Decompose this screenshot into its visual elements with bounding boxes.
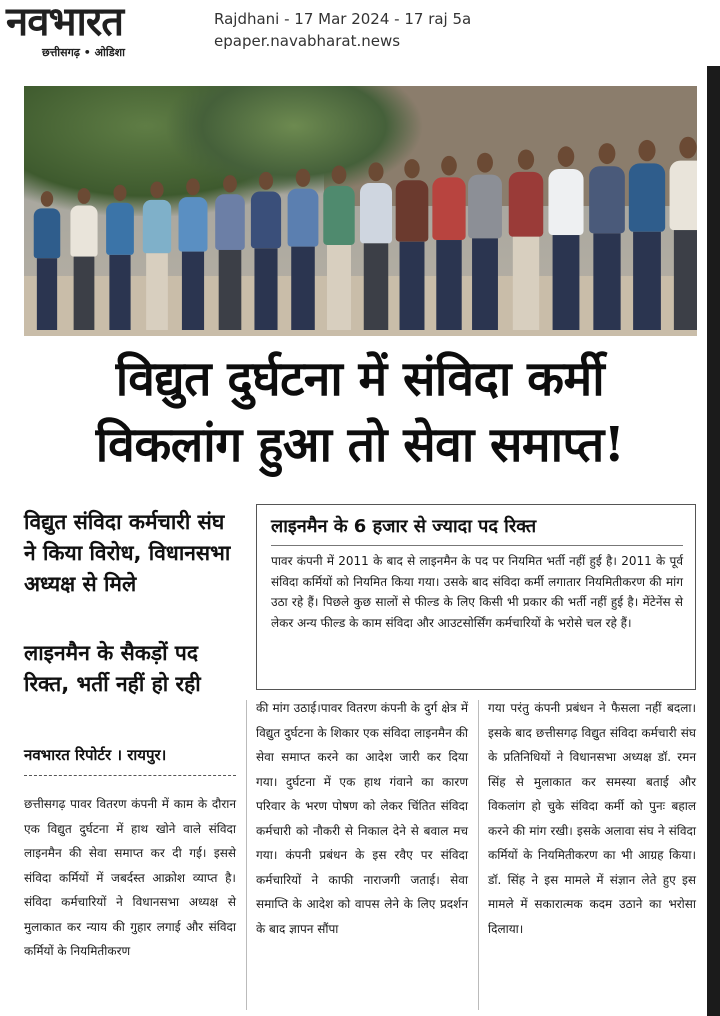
edition-line: Rajdhani - 17 Mar 2024 - 17 raj 5a — [214, 10, 472, 28]
news-photo — [24, 86, 697, 336]
photo-person — [359, 162, 391, 330]
subheading-vacancies: लाइनमैन के सैकड़ों पद रिक्त, भर्ती नहीं हो रही — [24, 641, 201, 696]
photo-person — [142, 182, 170, 330]
photo-person — [589, 143, 625, 330]
photo-person — [70, 188, 97, 330]
masthead — [0, 0, 720, 66]
photo-person — [179, 178, 208, 330]
article-column-3: गया परंतु कंपनी प्रबंधन ने फैसला नहीं बदला। इसके बाद छत्तीसगढ़ विद्युत संविदा कर्मचारी संघ के प्रतिनिधियों ने विधानसभा अध्यक्ष डॉ. रमन सिंह से मुलाकात कर समस्या बताई और विकलांग हो चुके संविदा कर्मी को पुनः बहाल करने की मांग रखी। इसके अलावा संघ ने संविदा कर्मियों के नियमितीकरण का भी आग्रह किया। डॉ. सिंह ने इस मामले में संज्ञान लेते हुए इस मामले में सकारात्मक कदम उठाने का भरोसा दिलाया। — [488, 701, 696, 936]
info-box-text: पावर कंपनी में 2011 के बाद से लाइनमैन के पद पर नियमित भर्ती नहीं हुई है। 2011 के पूर्व संविदा कर्मियों को नियमित किया गया। उसके बाद संविदा कर्मी लगातार नियमितीकरण की मांग उठा रहे हैं। पिछले कुछ सालों से फील्ड के लिए किसी भी प्रकार की भर्ती नहीं हुई है। मेंटेनेंस से लेकर अन्य फील्ड के काम संविदा और आउटसोर्सिंग कर्मचारियों के भरोसे चल रहे हैं। — [271, 554, 683, 630]
photo-person — [432, 156, 465, 330]
column-divider — [478, 700, 479, 1010]
photo-person — [396, 159, 429, 330]
page-edge-bar — [707, 66, 720, 1016]
photo-person — [215, 175, 245, 330]
newspaper-logo — [6, 2, 198, 62]
photo-person — [468, 153, 502, 330]
headline-line-1: विद्युत दुर्घटना में संविदा कर्मी — [115, 351, 605, 407]
info-box-divider — [271, 545, 683, 546]
info-box — [256, 504, 696, 690]
subheading-protest: विद्युत संविदा कर्मचारी संघ ने किया विरोध, विधानसभा अध्यक्ष से मिले — [24, 510, 231, 596]
photo-person — [34, 191, 61, 330]
column-divider — [246, 700, 247, 1010]
photo-person — [669, 137, 697, 330]
reporter-byline: नवभारत रिपोर्टर । रायपुर। — [24, 746, 167, 764]
logo-wordmark: नवभारत — [6, 0, 124, 45]
byline-divider — [24, 775, 236, 776]
photo-person — [323, 166, 354, 330]
article-column-2: की मांग उठाई।पावर वितरण कंपनी के दुर्ग क्षेत्र में विद्युत दुर्घटना के शिकार एक संविदा लाइनमैन की सेवा समाप्त करने का आदेश जारी कर दिया गया। दुर्घटना में एक हाथ गंवाने का कारण परिवार के भरण पोषण को लेकर चिंतित संविदा कर्मचारी को नौकरी से निकाल देने से बवाल मच गया। कंपनी प्रबंधन के इस रवैए पर संविदा कर्मचारियों ने काफी नाराजगी जताई। सेवा समाप्ति के आदेश को वापस लेने के लिए प्रदर्शन के बाद ज्ञापन सौंपा — [256, 701, 468, 936]
headline-line-2: विकलांग हुआ तो सेवा समाप्त! — [95, 417, 625, 473]
article-column-1: छत्तीसगढ़ पावर वितरण कंपनी में काम के दौरान एक विद्युत दुर्घटना में हाथ खोने वाले संविदा लाइनमैन की सेवा समाप्त कर दी गई। इससे संविदा कर्मियों में जबर्दस्त आक्रोश व्याप्त है। संविदा कर्मचारियों ने विधानसभा अध्यक्ष से मुलाकात कर न्याय की गुहार लगाई और संविदा कर्मियों के नियमितीकरण — [24, 797, 236, 958]
article-headline — [24, 346, 696, 478]
logo-region: छत्तीसगढ़ • ओडिशा — [42, 46, 125, 59]
photo-person — [629, 140, 665, 330]
photo-person — [287, 169, 318, 330]
edition-meta — [214, 8, 471, 52]
info-box-title: लाइनमैन के 6 हजार से ज्यादा पद रिक्त — [271, 516, 537, 537]
photo-person — [508, 150, 542, 330]
photo-person — [106, 185, 134, 330]
photo-person — [548, 146, 583, 330]
photo-person — [251, 172, 281, 330]
epaper-link[interactable]: epaper.navabharat.news — [214, 32, 401, 50]
